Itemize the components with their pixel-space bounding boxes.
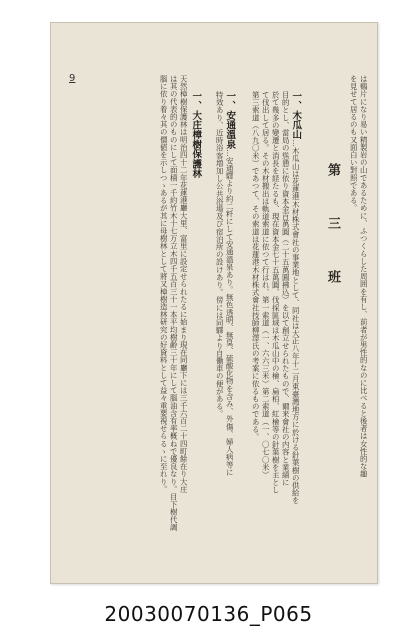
mukuayama-line-5: 第三索道（八九〇米）であつて、その索道は花蓮港木材株式會社技師柳澤氏の考案に依るものである。	[251, 91, 261, 441]
intro-line-1: は鷄片になり易い精製岩の山であるために、ふつくらした周囲を有し、前者が男性的なのに比べると後者は女性的な趣	[359, 75, 369, 478]
section-title: 第 三 班	[325, 163, 340, 302]
mukuayama-heading: 一、木瓜山	[290, 91, 302, 140]
image-caption: 20030070136_P065	[104, 602, 313, 626]
dazhuang-line-3: 腦に依り着々其の價値を示しつゝあるが其に母樹林として將又樟樹造林研究の好資料として益々重要視せらるゝに至れり。	[159, 75, 169, 493]
intro-line-2: を見せて居るのも又面白い對照である。	[349, 75, 359, 212]
document-page	[50, 22, 378, 584]
dazhuang-heading: 一、大庄樟樹保護林	[190, 91, 202, 179]
antong-line-2: 特效あり、近時浴客増加し公共浴場及び宿泊所の設けあり。傍には同驛より自働車の便がある。	[215, 91, 225, 418]
antong-line-1: …安通驛より約二粁にして安通溫泉あり。無色透明、無臭、硫酸化物を含み、外傷、婦人病等に	[225, 149, 235, 476]
page-number: 9	[69, 73, 76, 84]
mukuayama-line-4: て伐出して居る。その木材搬出は軌道索道に依つて行はれ、第一索道（一、六六三米）第二索道（一、〇七〇米）	[261, 91, 271, 479]
dazhuang-line-2: は其の代表的のものにして面積一千約竹木十七万立木四千五百三十一本平均樹齢三十年にして腦油含有率概ねで優良なり。目下樹代調	[169, 75, 179, 531]
antong-heading: 一、安通溫泉	[224, 91, 236, 150]
mukuayama-line-1: …木瓜山は花蓮港木材株式會社の事業地として、同社は大正八年十二月東臺灣地方に於ける針葉樹の供給を	[291, 139, 301, 505]
antong-section	[224, 91, 236, 476]
mukuayama-line-3: 於て幾多の變遷と消長を経たるも、現在資本金七十五萬圓、伐採區域は木瓜山中の檜、扁柏、紅檜等の針葉樹を主とし	[271, 91, 281, 494]
mukuayama-line-2: 目的とし、當局の慫慂に依り資本金百萬圓（二十五萬圓拂込）を以て創立せられたもので、爾来會社の内容と業績に	[281, 91, 291, 487]
mukuayama-section	[290, 91, 302, 505]
dazhuang-line-1: 天然樟樹保護林は明治四十二年花蓮港廳大里、富里に設定せられたるに始まり現在同廳下には三千六百二十四町餘在り大庄	[179, 75, 189, 493]
